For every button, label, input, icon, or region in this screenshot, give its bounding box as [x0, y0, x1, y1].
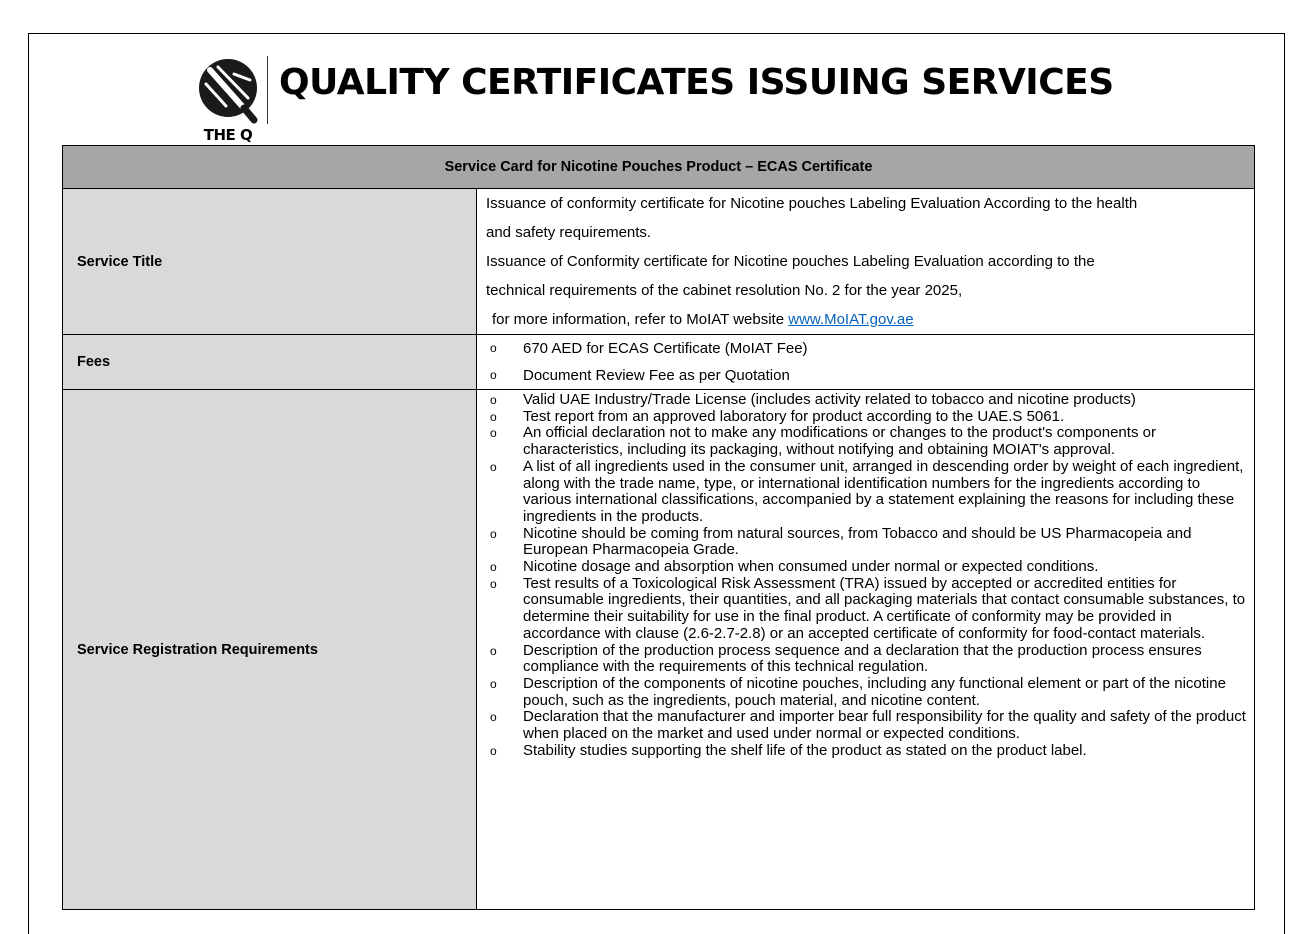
card-heading: Service Card for Nicotine Pouches Product – ECAS Certificate: [63, 146, 1255, 189]
requirement-item: o Test results of a Toxicological Risk Assessment (TRA) issued by accepted or accredited entities for consumable ingredients, their quantities, and all packaging materials that contact consumable substances, to determine their suitability for use in the final product. A certificate of conformity may be provided in accordance with clause (2.6-2.7-2.8) or an accepted certificate of conformity for food-contact materials.: [486, 576, 1246, 643]
document-page: [28, 33, 1285, 934]
page-header: [29, 34, 1284, 146]
service-title-row: [63, 189, 1255, 335]
moiat-website-link[interactable]: www.MoIAT.gov.ae: [788, 311, 914, 328]
requirement-item: o An official declaration not to make any modifications or changes to the product's components or characteristics, including its packaging, without notifying and obtaining MOIAT's approval.: [486, 425, 1246, 458]
requirement-item: o Description of the components of nicotine pouches, including any functional element or part of the nicotine pouch, such as the ingredients, pouch material, and nicotine content.: [486, 676, 1246, 709]
requirement-item: o Test report from an approved laboratory for product according to the UAE.S 5061.: [486, 409, 1246, 426]
service-title-line: Issuance of Conformity certificate for Nicotine pouches Labeling Evaluation according to the: [486, 253, 1095, 270]
fees-list: [486, 335, 1246, 389]
service-title-value: [477, 189, 1255, 335]
requirements-row: [63, 390, 1255, 910]
service-title-label: Service Title: [63, 189, 477, 335]
the-q-logo: [196, 50, 260, 144]
page-title: QUALITY CERTIFICATES ISSUING SERVICES: [279, 62, 1114, 103]
requirement-item: o Nicotine should be coming from natural sources, from Tobacco and should be US Pharmacopeia and European Pharmacopeia Grade.: [486, 526, 1246, 559]
logo-text: THE Q: [203, 126, 253, 144]
the-q-emblem-icon: [196, 50, 260, 128]
requirement-item: o Nicotine dosage and absorption when consumed under normal or expected conditions.: [486, 559, 1246, 576]
more-info-line: [486, 305, 1246, 334]
header-divider: [267, 56, 268, 124]
fees-list-item: o Document Review Fee as per Quotation: [486, 362, 1246, 389]
requirement-item: o Description of the production process sequence and a declaration that the production process ensures compliance with the requirements of this technical regulation.: [486, 643, 1246, 676]
requirements-list: [486, 390, 1246, 759]
requirement-item: o Declaration that the manufacturer and importer bear full responsibility for the quality and safety of the product when placed on the market and used under normal or expected conditions.: [486, 709, 1246, 742]
fees-list-item: o 670 AED for ECAS Certificate (MoIAT Fee): [486, 335, 1246, 362]
requirement-item: o Valid UAE Industry/Trade License (includes activity related to tobacco and nicotine products): [486, 392, 1246, 409]
fees-label: Fees: [63, 335, 477, 390]
requirements-value: [477, 390, 1255, 910]
fees-value: [477, 335, 1255, 390]
service-title-line: and safety requirements.: [486, 224, 652, 241]
more-info-text: for more information, refer to MoIAT website: [492, 311, 785, 328]
service-title-line: Issuance of conformity certificate for Nicotine pouches Labeling Evaluation According to the health: [486, 195, 1138, 212]
fees-row: [63, 335, 1255, 390]
requirements-label: Service Registration Requirements: [63, 390, 477, 910]
requirement-item: o A list of all ingredients used in the consumer unit, arranged in descending order by weight of each ingredient, along with the trade name, type, or international identification numbers for the ingredients according to various international classifications, accompanied by a statement explaining the reasons for including these ingredients in the products.: [486, 459, 1246, 526]
service-card-table: [62, 145, 1255, 910]
service-title-line: technical requirements of the cabinet resolution No. 2 for the year 2025,: [486, 282, 963, 299]
requirement-item: o Stability studies supporting the shelf life of the product as stated on the product label.: [486, 743, 1246, 760]
card-heading-row: [63, 146, 1255, 189]
